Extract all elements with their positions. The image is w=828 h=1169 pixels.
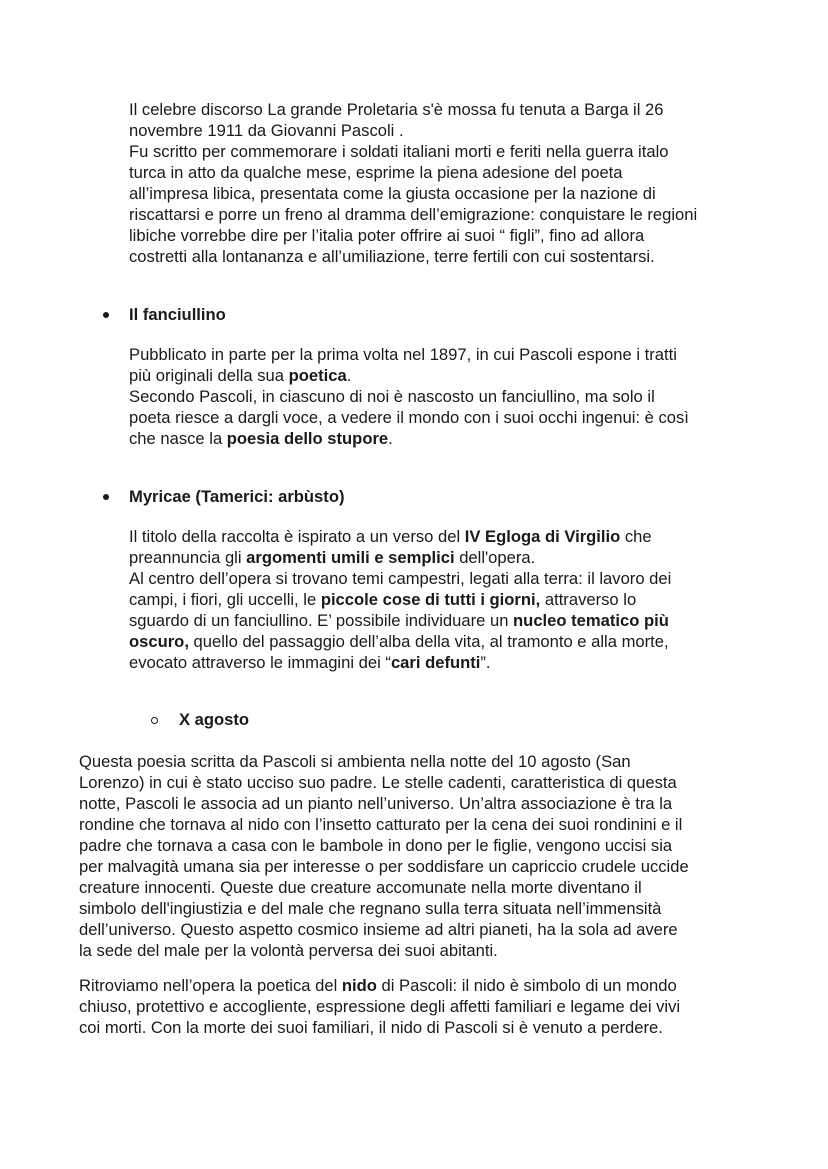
- text-span: quello del passaggio dell’alba della vita, al tramonto e alla morte,: [188, 632, 669, 651]
- myricae-paragraph: [129, 526, 769, 673]
- bullet-dot-icon: [103, 312, 109, 318]
- text-line: Pubblicato in parte per la prima volta nel 1897, in cui Pascoli espone i tratti: [129, 345, 677, 364]
- text-line: novembre 1911 da Giovanni Pascoli .: [129, 121, 404, 140]
- text-line: dell’universo. Questo aspetto cosmico insieme ad altri pianeti, ha la sola ad avere: [79, 920, 678, 939]
- text-line: costretti alla lontananza e all’umiliazione, terre fertili con cui sostentarsi.: [129, 247, 655, 266]
- text-line: rondine che tornava al nido con l’insetto catturato per la cena dei suoi rondinini e il: [79, 815, 683, 834]
- text-line: la sede del male per la volontà perversa dei suoi abitanti.: [79, 941, 498, 960]
- text-line: [129, 428, 769, 449]
- bold-span: oscuro,: [129, 632, 189, 651]
- section-heading-fanciullino: Il fanciullino: [129, 305, 226, 324]
- text-line: per malvagità umana sia per interesse o per soddisfare un capriccio crudele uccide: [79, 857, 689, 876]
- nido-paragraph: [79, 975, 759, 1038]
- bold-span: nucleo tematico più: [513, 611, 669, 630]
- text-span: .: [346, 366, 352, 385]
- text-span: preannuncia gli: [129, 548, 247, 567]
- bullet-dot-icon: [103, 494, 109, 500]
- text-span: evocato attraverso le immagini dei “: [129, 653, 391, 672]
- text-line: [129, 547, 769, 568]
- text-span: più originali della sua: [129, 366, 289, 385]
- bullet-circle-icon: [151, 717, 158, 724]
- bold-span: cari defunti: [390, 653, 481, 672]
- section-heading-xagosto: X agosto: [179, 710, 250, 729]
- xagosto-paragraph: [79, 751, 759, 961]
- bold-span: argomenti umili e semplici: [246, 548, 455, 567]
- bold-span: poetica: [288, 366, 347, 385]
- text-line: Fu scritto per commemorare i soldati italiani morti e feriti nella guerra italo: [129, 142, 669, 161]
- text-line: [129, 652, 769, 673]
- text-span: campi, i fiori, gli uccelli, le: [129, 590, 321, 609]
- text-line: Lorenzo) in cui è stato ucciso suo padre. Le stelle cadenti, caratteristica di questa: [79, 773, 677, 792]
- bold-span: IV Egloga di Virgilio: [464, 527, 621, 546]
- text-line: [129, 526, 769, 547]
- text-span: Il titolo della raccolta è ispirato a un verso del: [129, 527, 465, 546]
- text-span: di Pascoli: il nido è simbolo di un mondo: [376, 976, 677, 995]
- fanciullino-paragraph: [129, 344, 769, 449]
- text-line: [79, 975, 759, 996]
- text-line: padre che tornava a casa con le bambole in dono per le figlie, vengono uccisi sia: [79, 836, 673, 855]
- text-line: creature innocenti. Queste due creature accomunate nella morte diventano il: [79, 878, 642, 897]
- text-line: [129, 589, 769, 610]
- text-line: Al centro dell’opera si trovano temi campestri, legati alla terra: il lavoro dei: [129, 569, 672, 588]
- text-line: chiuso, protettivo e accogliente, espressione degli affetti familiari e legame dei vivi: [79, 997, 681, 1016]
- bold-span: poesia dello stupore: [226, 429, 389, 448]
- text-line: [129, 631, 769, 652]
- text-line: riscattarsi e porre un freno al dramma dell’emigrazione: conquistare le regioni: [129, 205, 698, 224]
- text-line: Questa poesia scritta da Pascoli si ambienta nella notte del 10 agosto (San: [79, 752, 631, 771]
- text-span: attraverso lo: [540, 590, 637, 609]
- bold-span: nido: [341, 976, 377, 995]
- text-span: .: [388, 429, 393, 448]
- text-span: che: [620, 527, 652, 546]
- text-span: dell'opera.: [454, 548, 536, 567]
- text-line: notte, Pascoli le associa ad un pianto nell’universo. Un’altra associazione è tra la: [79, 794, 673, 813]
- text-span: sguardo di un fanciullino. E’ possibile individuare un: [129, 611, 514, 630]
- bold-span: piccole cose di tutti i giorni,: [320, 590, 541, 609]
- text-line: turca in atto da qualche mese, esprime la piena adesione del poeta: [129, 163, 623, 182]
- text-span: Ritroviamo nell’opera la poetica del: [79, 976, 342, 995]
- text-line: all’impresa libica, presentata come la giusta occasione per la nazione di: [129, 184, 656, 203]
- text-line: Il celebre discorso La grande Proletaria s'è mossa fu tenuta a Barga il 26: [129, 100, 664, 119]
- text-line: Secondo Pascoli, in ciascuno di noi è nascosto un fanciullino, ma solo il: [129, 387, 655, 406]
- text-line: [129, 610, 769, 631]
- text-span: che nasce la: [129, 429, 227, 448]
- section-heading-myricae: Myricae (Tamerici: arbùsto): [129, 487, 345, 506]
- text-line: poeta riesce a dargli voce, a vedere il mondo con i suoi occhi ingenui: è così: [129, 408, 689, 427]
- text-span: ”.: [480, 653, 491, 672]
- text-line: [129, 365, 769, 386]
- text-line: libiche vorrebbe dire per l’italia poter offrire ai suoi “ figli”, fino ad allora: [129, 226, 645, 245]
- text-line: coi morti. Con la morte dei suoi familiari, il nido di Pascoli si è venuto a perdere.: [79, 1018, 663, 1037]
- intro-paragraph: [129, 99, 769, 267]
- text-line: simbolo dell'ingiustizia e del male che regnano sulla terra situata nell’immensità: [79, 899, 662, 918]
